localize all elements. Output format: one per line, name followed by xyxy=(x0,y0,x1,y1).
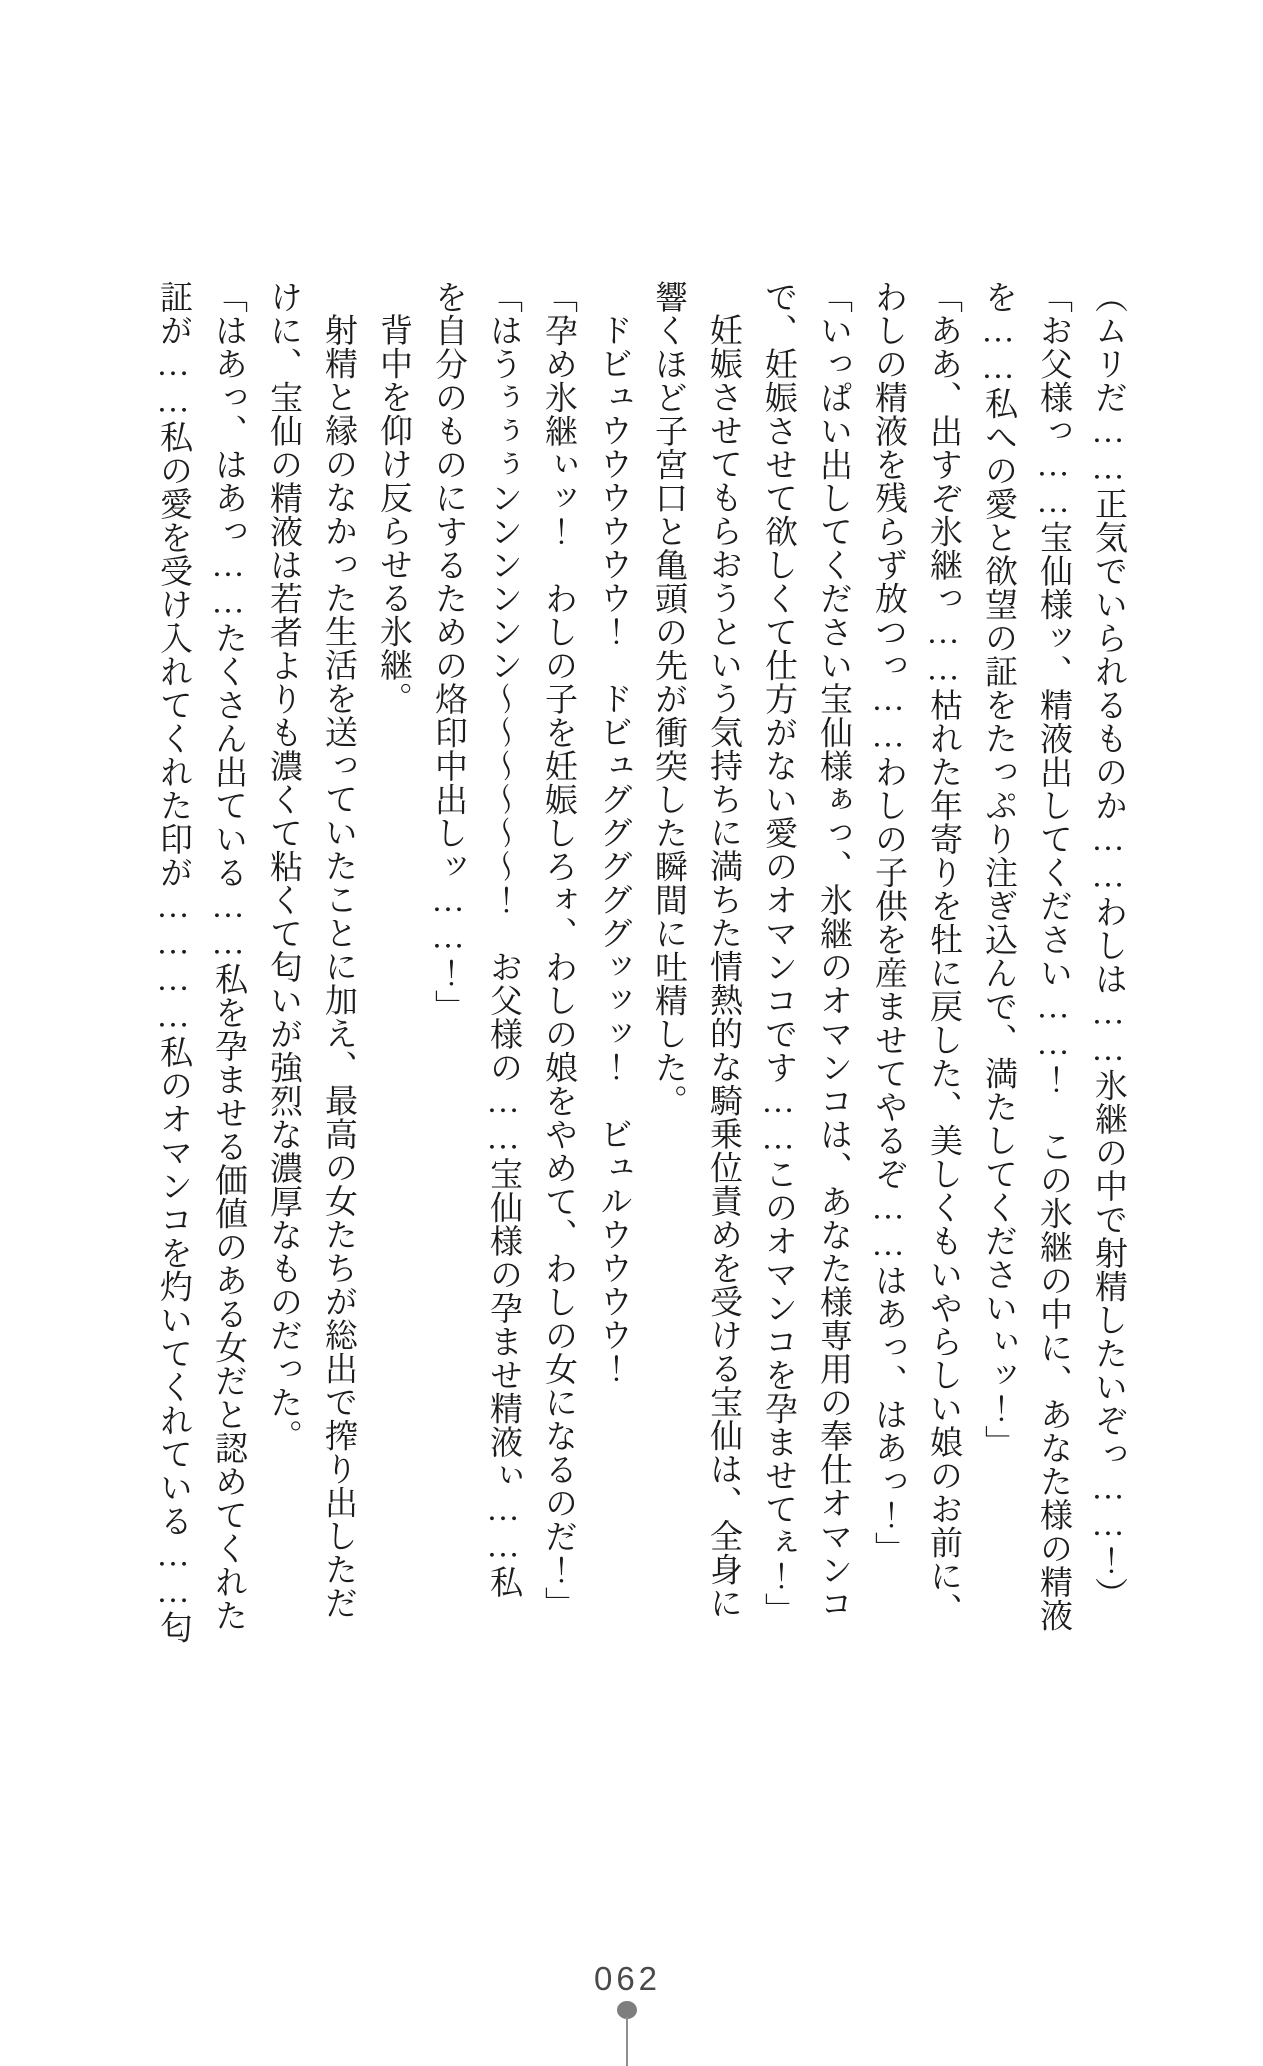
text-line: 「孕め氷継ぃッ！ わしの子を妊娠しろォ、わしの娘をやめて、わしの女になるのだ！」 xyxy=(540,280,576,1620)
footer-dot-ornament-icon xyxy=(617,2001,637,2019)
text-line: 射精と縁のなかった生活を送っていたことに加え、最高の女たちが総出で搾り出しただ xyxy=(320,313,356,1620)
text-line: を自分のものにするための烙印中出しッ……！」 xyxy=(430,280,466,1023)
page-text-block xyxy=(145,280,1135,1650)
text-line: ドビュウウウウウウ！ ドビュグググググッッッ！ ビュルウウウウ！ xyxy=(595,313,631,1385)
text-line: 妊娠させてもらおうという気持ちに満ちた情熱的な騎乗位責めを受ける宝仙は、全身に xyxy=(705,313,741,1620)
text-line: を……私への愛と欲望の証をたっぷり注ぎ込んで、満たしてくださいぃッ！」 xyxy=(980,280,1016,1459)
footer-rule-line xyxy=(626,2017,628,2066)
text-line: 「はうぅぅぅンンンンンン〜〜〜〜〜〜！ お父様の……宝仙様の孕ませ精液ぃ……私 xyxy=(485,280,521,1599)
text-line: 証が……私の愛を受け入れてくれた印が…………私のオマンコを灼いてくれている……匂 xyxy=(155,280,191,1644)
text-line: 「ああ、出すぞ氷継っ……枯れた年寄りを牡に戻した、美しくもいやらしい娘のお前に、 xyxy=(925,280,961,1626)
text-line: 「いっぱい出してください宝仙様ぁっ、氷継のオマンコは、あなた様専用の奉仕オマンコ xyxy=(815,280,851,1620)
text-line: 「はあっ、はあっ……たくさん出ている……私を孕ませる価値のある女だと認めてくれた xyxy=(210,280,246,1632)
text-line: けに、宝仙の精液は若者よりも濃くて粘くて匂いが強烈な濃厚なものだった。 xyxy=(265,280,301,1453)
text-line: で、妊娠させて欲しくて仕方がない愛のオマンコです……このオマンコを孕ませてぇ！」 xyxy=(760,280,796,1626)
text-line: 「お父様っ……宝仙様ッ、精液出してください……！ この氷継の中に、あなた様の精液 xyxy=(1035,280,1071,1632)
text-line: わしの精液を残らず放つっ……わしの子供を産ませてやるぞ……はあっ、はあっ！」 xyxy=(870,280,906,1565)
page-number: 062 xyxy=(593,1960,662,1997)
text-line: 響くほど子宮口と亀頭の先が衝突した瞬間に吐精した。 xyxy=(650,280,686,1118)
text-line: 背中を仰け反らせる氷継。 xyxy=(375,313,411,715)
text-line: （ムリだ……正気でいられるものか……わしは……氷継の中で射精したいぞっ……！） xyxy=(1090,280,1126,1611)
